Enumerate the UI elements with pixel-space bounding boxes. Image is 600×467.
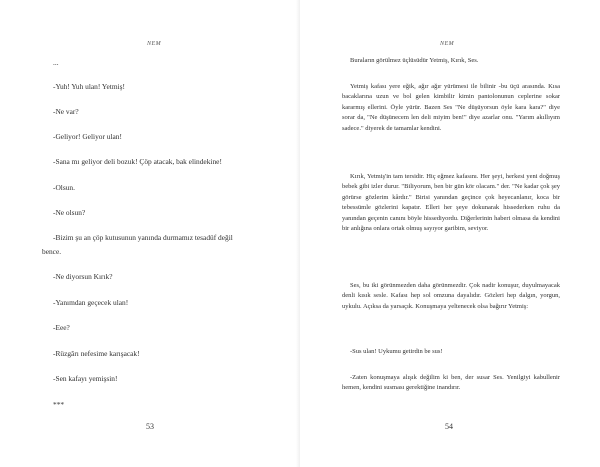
running-header-right: NEM [440, 41, 455, 47]
dialogue-line: -Ne olsun? [53, 208, 86, 217]
section-break: *** [53, 400, 65, 409]
page-number-left: 53 [146, 422, 154, 431]
dialogue-line: -Eee? [53, 323, 70, 332]
dialogue-line: -Yanımdan geçecek ulan! [53, 298, 129, 307]
dialogue-line: -Ne var? [53, 107, 79, 116]
dialogue-line: -Yuh! Yuh ulan! Yetmiş! [53, 82, 125, 91]
paragraph [342, 172, 560, 234]
dialogue-line: -Bizim şu an çöp kutusunun yanında durmamız tesadüf değil [53, 233, 233, 242]
paragraph [342, 281, 560, 312]
paragraph [342, 373, 560, 394]
dialogue-line: -Olsun. [53, 183, 75, 192]
paragraph-text: -Sus ulan! Uykumu getirdin be sus! [350, 348, 443, 355]
running-header-left: NEM [147, 41, 162, 47]
dialogue-line: -Ne diyorsun Kırık? [53, 272, 113, 281]
paragraph [342, 82, 560, 134]
paragraph-text: Ses, bu iki görünmezden daha görünmezdir. Çok nadir konuşur, duyulmayacak denli kısık sesle. Kafası hep sol omzuna dayalıdır. Gözleri hep dalgın, yorgun, uykulu. Açıksa da yarsaçık. Konuşmaya yeltenecek olsa bağırır Yetmiş: [342, 282, 560, 310]
paragraph [342, 56, 560, 66]
paragraph-text: Buraların görülmez üçlüsüdür Yetmiş, Kırık, Ses. [350, 57, 479, 64]
paragraph [342, 347, 560, 357]
dialogue-line: -Rüzgârı nefesime karışacak! [53, 349, 140, 358]
dialogue-line: -Geliyor! Geliyor ulan! [53, 132, 122, 141]
page-number-right: 54 [445, 422, 453, 431]
dialogue-line: -Sen kafayı yemişsin! [53, 374, 118, 383]
dialogue-line: bence. [42, 247, 62, 256]
paragraph-text: Yetmiş kafası yere eğik, ağır ağır yürümesi ile bilinir -bu üçü arasında. Kısa bacaklarına uzun ve bol gelen kimbilir kimin pantolonunun ceplerine sokar kararmış ellerini. Öyle yürür. Bazen Ses "Ne düşüyorsun öyle kara kara?" diye sorar da, "Ne düşünecem len deli miyim ben!" diye azarlar onu. "Yarım akıllıyım sadece." diyerek de tamamlar kendini. [342, 83, 560, 132]
paragraph-text: -Zaten konuşmaya alışık değilim ki ben, der susar Ses. Yenilgiyi kabullenir hemen, kendini susması gerektiğine inandırır. [342, 374, 560, 392]
dialogue-line: ... [53, 58, 59, 67]
right-page [300, 0, 600, 467]
dialogue-line: -Sana mı geliyor deli bozuk! Çöp atacak, bak elindekine! [53, 157, 222, 166]
paragraph-text: Kırık, Yetmiş'in tam tersidir. Hiç eğmez kafasını. Her şeyi, herkesi yeni doğmuş bebek gibi izler durur. "Biliyorum, ben bir gün kör olacam." der. "Ne kadar çok şey görürse gözlerim kârdır." Birisi yanından geçince çok heyecanlanır, koca bir tebessümle gözlerini kapatır. Elleri her şeye dokunarak hissederken ruhu da yanından geçenin canını böyle hissediyordu. Diğerlerinin haberi olmasa da kendini bir anlığına onlara ortak olmuş sayıyor garibim, seviyor. [342, 173, 560, 233]
